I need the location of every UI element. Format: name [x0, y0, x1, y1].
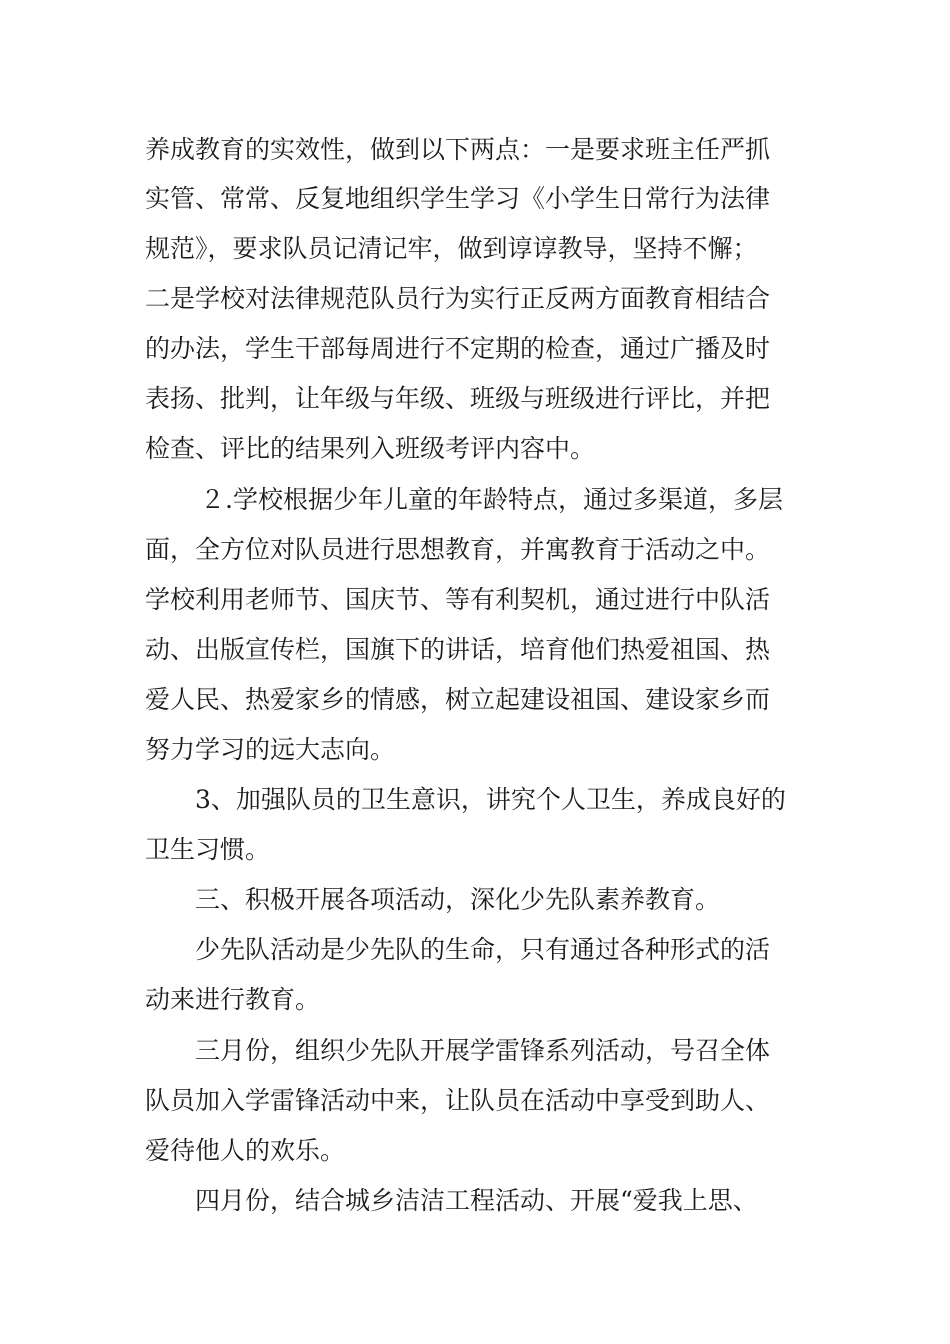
text-line: 努力学习的远大志向。: [145, 735, 396, 764]
paragraph-first-line: 3、加强队员的卫生意识，讲究个人卫生，养成良好的: [195, 785, 786, 814]
text-line: 动、出版宣传栏，国旗下的讲话，培育他们热爱祖国、热: [145, 635, 771, 664]
text-line: 面，全方位对队员进行思想教育，并寓教育于活动之中。: [145, 535, 771, 564]
paragraph-first-line: ２.学校根据少年儿童的年龄特点，通过多渠道，多层: [200, 485, 783, 514]
text-line: 动来进行教育。: [145, 985, 321, 1014]
text-line: 爱待他人的欢乐。: [145, 1136, 346, 1165]
text-line: 养成教育的实效性，做到以下两点：一是要求班主任严抓: [145, 135, 771, 164]
text-line: 检查、评比的结果列入班级考评内容中。: [145, 434, 596, 463]
text-line: 二是学校对法律规范队员行为实行正反两方面教育相结合: [145, 284, 771, 313]
paragraph-first-line: 少先队活动是少先队的生命，只有通过各种形式的活: [195, 935, 771, 964]
text-line: 卫生习惯。: [145, 835, 271, 864]
text-line: 队员加入学雷锋活动中来，让队员在活动中享受到助人、: [145, 1086, 771, 1115]
section-heading: 三、积极开展各项活动，深化少先队素养教育。: [195, 885, 721, 914]
text-line: 爱人民、热爱家乡的情感，树立起建设祖国、建设家乡而: [145, 685, 771, 714]
paragraph-first-line: 四月份，结合城乡洁洁工程活动、开展“爱我上思、: [195, 1186, 758, 1215]
text-line: 表扬、批判，让年级与年级、班级与班级进行评比，并把: [145, 384, 771, 413]
text-line: 实管、常常、反复地组织学生学习《小学生日常行为法律: [145, 184, 771, 213]
text-line: 规范》，要求队员记清记牢，做到谆谆教导，坚持不懈；: [145, 234, 758, 263]
paragraph-first-line: 三月份，组织少先队开展学雷锋系列活动，号召全体: [195, 1036, 771, 1065]
text-line: 学校利用老师节、国庆节、等有利契机，通过进行中队活: [145, 585, 771, 614]
text-line: 的办法，学生干部每周进行不定期的检查，通过广播及时: [145, 334, 771, 363]
